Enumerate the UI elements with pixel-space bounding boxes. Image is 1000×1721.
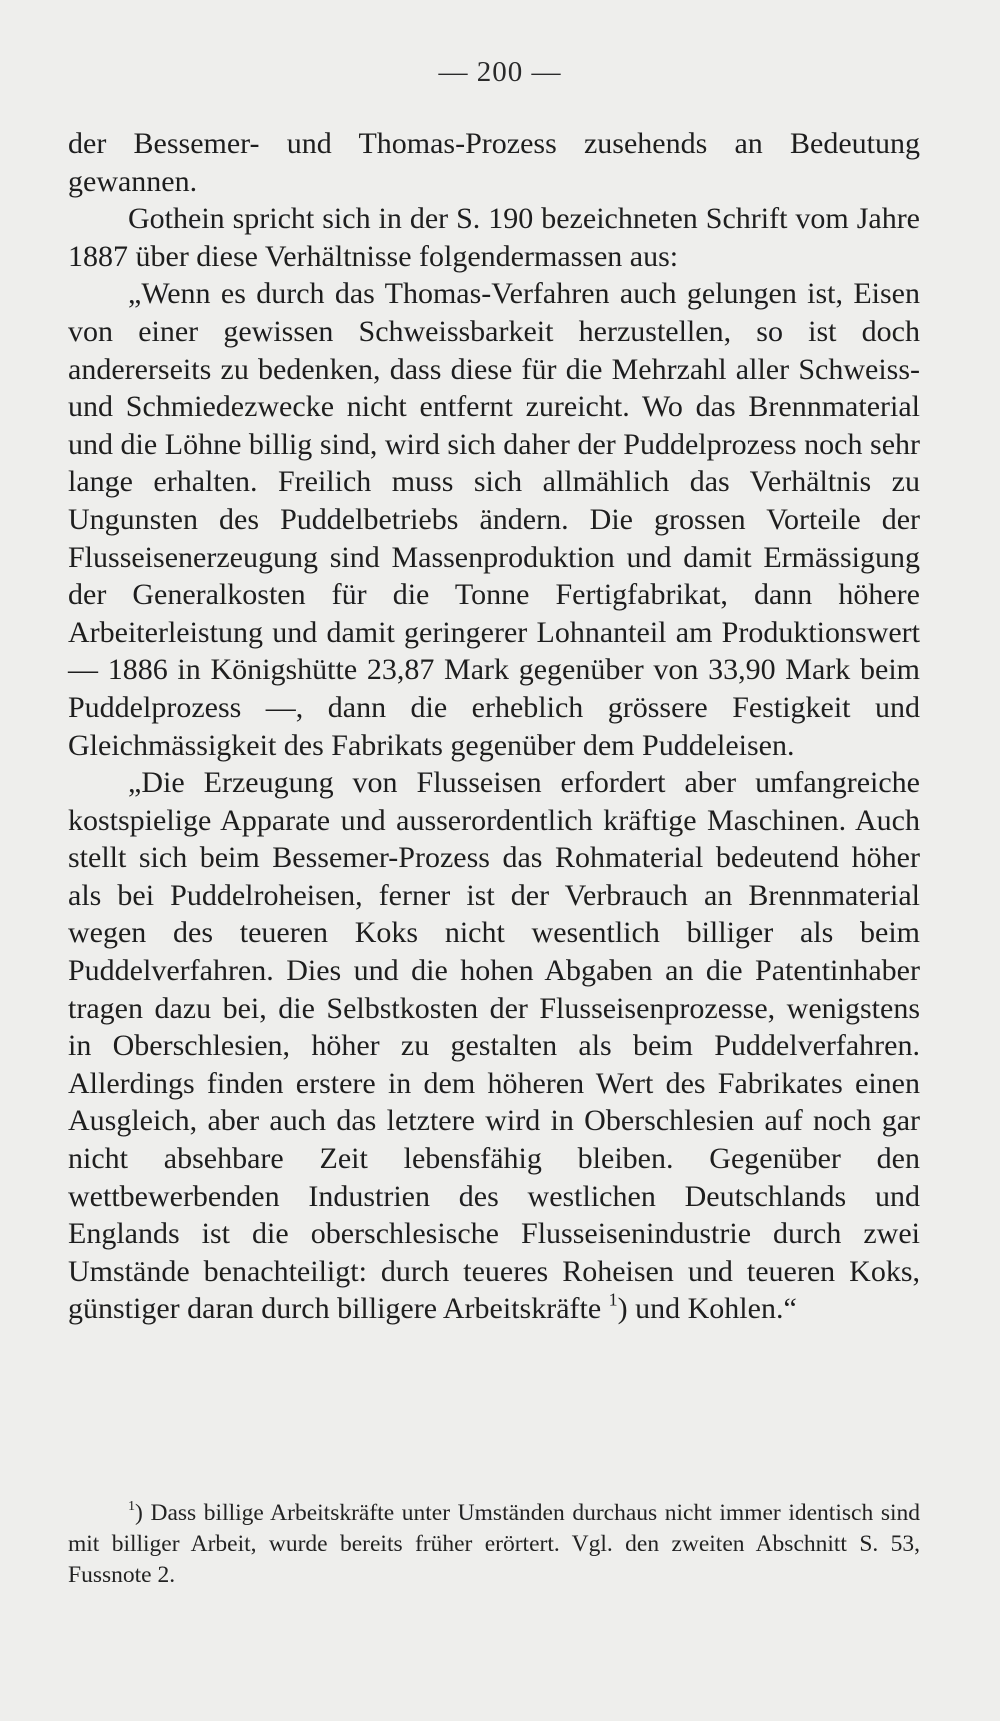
footnote-reference[interactable]: 1 [608, 1289, 618, 1310]
paragraph-4-end: ) und Kohlen.“ [617, 1292, 797, 1326]
paragraph-4-quote [68, 764, 920, 1328]
page-number: — 200 — [438, 56, 562, 88]
footnote-text: ) Dass billige Arbeitskräfte unter Umständen durchaus nicht immer identisch sind mit billiger Arbeit, wurde bereits früher erörtert. Vgl. den zweiten Abschnitt S. 53, Fussnote 2. [68, 1500, 920, 1588]
paragraph-1: der Bessemer- und Thomas-Prozess zusehends an Bedeutung gewannen. [68, 127, 920, 198]
footnote-1 [68, 1498, 920, 1591]
paragraph-3-quote: „Wenn es durch das Thomas-Verfahren auch gelungen ist, Eisen von einer gewissen Schweissbarkeit herzustellen, so ist doch andererseits zu bedenken, dass diese für die Mehrzahl aller Schweiss- und Schmiedezwecke nicht entfernt zureicht. Wo das Brennmaterial und die Löhne billig sind, wird sich daher der Puddelprozess noch sehr lange erhalten. Freilich muss sich allmählich das Verhältnis zu Ungunsten des Puddelbetriebs ändern. Die grossen Vorteile der Flusseisenerzeugung sind Massenproduktion und damit Ermässigung der Generalkosten für die Tonne Fertigfabrikat, dann höhere Arbeiterleistung und damit geringerer Lohnanteil am Produktionswert — 1886 in Königshütte 23,87 Mark gegenüber von 33,90 Mark beim Puddelprozess —, dann die erheblich grössere Festigkeit und Gleichmässigkeit des Fabrikats gegenüber dem Puddeleisen. [68, 277, 920, 762]
footnote-marker: 1 [128, 1498, 136, 1515]
paragraph-4-text: „Die Erzeugung von Flusseisen erfordert aber umfangreiche kostspielige Apparate und ausserordentlich kräftige Maschinen. Auch stellt sich beim Bessemer-Prozess das Rohmaterial bedeutend höher als bei Puddelroheisen, ferner ist der Verbrauch an Brennmaterial wegen des teueren Koks nicht wesentlich billiger als beim Puddelverfahren. Dies und die hohen Abgaben an die Patentinhaber tragen dazu bei, die Selbstkosten der Flusseisenprozesse, wenigstens in Oberschlesien, höher zu gestalten als beim Puddelverfahren. Allerdings finden erstere in dem höheren Wert des Fabrikates einen Ausgleich, aber auch das letztere wird in Oberschlesien auf noch gar nicht absehbare Zeit lebensfähig bleiben. Gegenüber den wettbewerbenden Industrien des westlichen Deutschlands und Englands ist die oberschlesische Flusseisenindustrie durch zwei Umstände benachteiligt: durch teueres Roheisen und teueren Koks, günstiger daran durch billigere Arbeitskräfte [68, 766, 920, 1326]
main-text [68, 125, 920, 1328]
paragraph-2: Gothein spricht sich in der S. 190 bezeichneten Schrift vom Jahre 1887 über diese Verhältnisse folgendermassen aus: [68, 202, 920, 273]
footnote [68, 1498, 920, 1591]
